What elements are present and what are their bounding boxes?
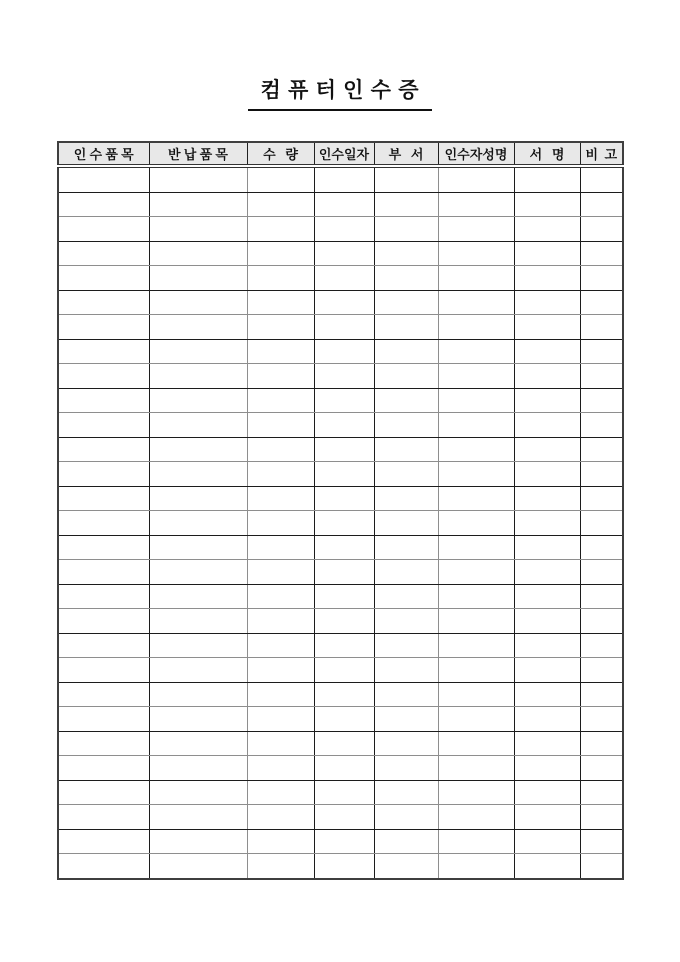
table-row bbox=[58, 315, 623, 340]
table-cell-signature bbox=[514, 633, 580, 658]
table-cell-department bbox=[374, 413, 438, 438]
table-cell-receipt-date bbox=[314, 266, 374, 291]
column-header-receipt-date: 인수일자 bbox=[314, 142, 374, 166]
table-cell-receipt-date bbox=[314, 609, 374, 634]
table-cell-quantity bbox=[247, 731, 314, 756]
table-cell-quantity bbox=[247, 364, 314, 389]
table-cell-return-item bbox=[149, 854, 247, 879]
table-cell-department bbox=[374, 633, 438, 658]
document-title: 컴 퓨 터 인 수 증 bbox=[248, 74, 433, 111]
table-cell-quantity bbox=[247, 560, 314, 585]
column-header-quantity: 수 량 bbox=[247, 142, 314, 166]
table-cell-quantity bbox=[247, 241, 314, 266]
table-cell-quantity bbox=[247, 388, 314, 413]
table-cell-signature bbox=[514, 166, 580, 192]
table-cell-recipient-name bbox=[438, 217, 514, 242]
table-cell-recipient-name bbox=[438, 780, 514, 805]
table-cell-recipient-name bbox=[438, 535, 514, 560]
table-cell-department bbox=[374, 658, 438, 683]
table-cell-department bbox=[374, 609, 438, 634]
table-cell-department bbox=[374, 388, 438, 413]
table-cell-quantity bbox=[247, 609, 314, 634]
table-cell-quantity bbox=[247, 682, 314, 707]
table-cell-signature bbox=[514, 731, 580, 756]
table-cell-remarks bbox=[580, 560, 623, 585]
table-cell-department bbox=[374, 486, 438, 511]
table-cell-remarks bbox=[580, 339, 623, 364]
table-cell-insu-item bbox=[58, 633, 149, 658]
table-cell-remarks bbox=[580, 486, 623, 511]
table-cell-return-item bbox=[149, 731, 247, 756]
table-cell-department bbox=[374, 266, 438, 291]
table-cell-remarks bbox=[580, 682, 623, 707]
table-cell-receipt-date bbox=[314, 315, 374, 340]
table-row bbox=[58, 437, 623, 462]
table-cell-quantity bbox=[247, 290, 314, 315]
table-cell-receipt-date bbox=[314, 413, 374, 438]
table-row bbox=[58, 266, 623, 291]
table-cell-quantity bbox=[247, 511, 314, 536]
table-cell-receipt-date bbox=[314, 805, 374, 830]
table-cell-return-item bbox=[149, 290, 247, 315]
table-cell-remarks bbox=[580, 829, 623, 854]
table-cell-insu-item bbox=[58, 241, 149, 266]
table-cell-signature bbox=[514, 707, 580, 732]
table-cell-return-item bbox=[149, 829, 247, 854]
table-cell-receipt-date bbox=[314, 339, 374, 364]
table-cell-quantity bbox=[247, 166, 314, 192]
table-cell-return-item bbox=[149, 584, 247, 609]
table-cell-remarks bbox=[580, 266, 623, 291]
table-row bbox=[58, 780, 623, 805]
table-cell-recipient-name bbox=[438, 364, 514, 389]
table-row bbox=[58, 854, 623, 879]
table-cell-signature bbox=[514, 780, 580, 805]
table-cell-remarks bbox=[580, 437, 623, 462]
table-cell-recipient-name bbox=[438, 486, 514, 511]
table-cell-signature bbox=[514, 511, 580, 536]
table-cell-signature bbox=[514, 364, 580, 389]
table-cell-recipient-name bbox=[438, 682, 514, 707]
table-cell-signature bbox=[514, 682, 580, 707]
table-row bbox=[58, 192, 623, 217]
table-cell-remarks bbox=[580, 731, 623, 756]
table-cell-return-item bbox=[149, 339, 247, 364]
table-cell-quantity bbox=[247, 829, 314, 854]
table-cell-insu-item bbox=[58, 462, 149, 487]
table-cell-return-item bbox=[149, 437, 247, 462]
table-cell-quantity bbox=[247, 780, 314, 805]
table-cell-remarks bbox=[580, 217, 623, 242]
table-cell-insu-item bbox=[58, 437, 149, 462]
table-cell-insu-item bbox=[58, 166, 149, 192]
table-cell-recipient-name bbox=[438, 437, 514, 462]
table-cell-department bbox=[374, 462, 438, 487]
table-cell-signature bbox=[514, 560, 580, 585]
table-cell-return-item bbox=[149, 241, 247, 266]
table-row bbox=[58, 364, 623, 389]
table-cell-insu-item bbox=[58, 658, 149, 683]
table-cell-recipient-name bbox=[438, 633, 514, 658]
table-cell-quantity bbox=[247, 805, 314, 830]
table-cell-return-item bbox=[149, 166, 247, 192]
table-cell-recipient-name bbox=[438, 241, 514, 266]
table-cell-department bbox=[374, 829, 438, 854]
table-cell-quantity bbox=[247, 486, 314, 511]
table-cell-receipt-date bbox=[314, 241, 374, 266]
table-cell-receipt-date bbox=[314, 707, 374, 732]
table-cell-return-item bbox=[149, 266, 247, 291]
table-cell-receipt-date bbox=[314, 829, 374, 854]
table-cell-return-item bbox=[149, 756, 247, 781]
table-row bbox=[58, 166, 623, 192]
table-cell-remarks bbox=[580, 609, 623, 634]
table-cell-remarks bbox=[580, 462, 623, 487]
table-cell-signature bbox=[514, 192, 580, 217]
table-cell-quantity bbox=[247, 315, 314, 340]
table-cell-insu-item bbox=[58, 609, 149, 634]
table-row bbox=[58, 462, 623, 487]
table-cell-quantity bbox=[247, 584, 314, 609]
table-cell-recipient-name bbox=[438, 462, 514, 487]
column-header-insu-item: 인 수 품 목 bbox=[58, 142, 149, 166]
table-cell-receipt-date bbox=[314, 560, 374, 585]
table-row bbox=[58, 805, 623, 830]
table-row bbox=[58, 241, 623, 266]
table-cell-return-item bbox=[149, 315, 247, 340]
table-cell-quantity bbox=[247, 192, 314, 217]
table-cell-quantity bbox=[247, 756, 314, 781]
table-cell-remarks bbox=[580, 315, 623, 340]
table-cell-receipt-date bbox=[314, 217, 374, 242]
table-cell-insu-item bbox=[58, 535, 149, 560]
table-cell-recipient-name bbox=[438, 829, 514, 854]
table-cell-receipt-date bbox=[314, 364, 374, 389]
table-row bbox=[58, 413, 623, 438]
table-cell-signature bbox=[514, 266, 580, 291]
table-cell-return-item bbox=[149, 707, 247, 732]
table-cell-insu-item bbox=[58, 805, 149, 830]
table-cell-return-item bbox=[149, 658, 247, 683]
table-cell-remarks bbox=[580, 511, 623, 536]
table-cell-receipt-date bbox=[314, 658, 374, 683]
table-cell-insu-item bbox=[58, 486, 149, 511]
table-cell-quantity bbox=[247, 535, 314, 560]
table-cell-insu-item bbox=[58, 266, 149, 291]
table-row bbox=[58, 829, 623, 854]
table-cell-insu-item bbox=[58, 584, 149, 609]
table-cell-insu-item bbox=[58, 388, 149, 413]
table-cell-signature bbox=[514, 413, 580, 438]
table-cell-signature bbox=[514, 756, 580, 781]
table-cell-department bbox=[374, 511, 438, 536]
table-row bbox=[58, 217, 623, 242]
table-cell-department bbox=[374, 854, 438, 879]
table-cell-recipient-name bbox=[438, 511, 514, 536]
table-cell-return-item bbox=[149, 609, 247, 634]
table-cell-remarks bbox=[580, 364, 623, 389]
table-row bbox=[58, 584, 623, 609]
table-cell-quantity bbox=[247, 854, 314, 879]
table-cell-department bbox=[374, 780, 438, 805]
table-cell-quantity bbox=[247, 266, 314, 291]
table-cell-recipient-name bbox=[438, 854, 514, 879]
table-cell-insu-item bbox=[58, 780, 149, 805]
table-cell-department bbox=[374, 192, 438, 217]
table-cell-remarks bbox=[580, 388, 623, 413]
table-cell-signature bbox=[514, 290, 580, 315]
table-cell-recipient-name bbox=[438, 315, 514, 340]
table-cell-return-item bbox=[149, 364, 247, 389]
table-cell-receipt-date bbox=[314, 535, 374, 560]
table-cell-return-item bbox=[149, 633, 247, 658]
table-cell-signature bbox=[514, 315, 580, 340]
table-cell-department bbox=[374, 682, 438, 707]
table-row bbox=[58, 560, 623, 585]
table-row bbox=[58, 535, 623, 560]
table-cell-department bbox=[374, 560, 438, 585]
table-cell-receipt-date bbox=[314, 731, 374, 756]
table-cell-signature bbox=[514, 535, 580, 560]
table-cell-receipt-date bbox=[314, 682, 374, 707]
table-cell-receipt-date bbox=[314, 437, 374, 462]
table-cell-return-item bbox=[149, 560, 247, 585]
table-cell-department bbox=[374, 315, 438, 340]
table-cell-department bbox=[374, 217, 438, 242]
column-header-signature: 서 명 bbox=[514, 142, 580, 166]
table-cell-signature bbox=[514, 241, 580, 266]
table-cell-insu-item bbox=[58, 192, 149, 217]
table-cell-receipt-date bbox=[314, 854, 374, 879]
table-cell-insu-item bbox=[58, 290, 149, 315]
table-cell-department bbox=[374, 535, 438, 560]
table-cell-signature bbox=[514, 388, 580, 413]
table-cell-remarks bbox=[580, 633, 623, 658]
table-cell-insu-item bbox=[58, 756, 149, 781]
table-cell-insu-item bbox=[58, 731, 149, 756]
table-cell-signature bbox=[514, 217, 580, 242]
table-cell-quantity bbox=[247, 437, 314, 462]
table-cell-department bbox=[374, 290, 438, 315]
table-cell-department bbox=[374, 437, 438, 462]
table-cell-signature bbox=[514, 609, 580, 634]
column-header-recipient-name: 인수자성명 bbox=[438, 142, 514, 166]
table-cell-recipient-name bbox=[438, 756, 514, 781]
table-cell-signature bbox=[514, 854, 580, 879]
table-cell-insu-item bbox=[58, 339, 149, 364]
table-cell-recipient-name bbox=[438, 658, 514, 683]
table-cell-remarks bbox=[580, 166, 623, 192]
table-cell-signature bbox=[514, 584, 580, 609]
table-row bbox=[58, 756, 623, 781]
table-cell-return-item bbox=[149, 780, 247, 805]
table-row bbox=[58, 682, 623, 707]
table-row bbox=[58, 339, 623, 364]
table-cell-insu-item bbox=[58, 560, 149, 585]
table-cell-signature bbox=[514, 437, 580, 462]
table-cell-quantity bbox=[247, 217, 314, 242]
table-cell-quantity bbox=[247, 707, 314, 732]
table-cell-quantity bbox=[247, 462, 314, 487]
table-cell-department bbox=[374, 339, 438, 364]
table-cell-recipient-name bbox=[438, 731, 514, 756]
table-cell-recipient-name bbox=[438, 266, 514, 291]
table-cell-return-item bbox=[149, 486, 247, 511]
table-cell-remarks bbox=[580, 756, 623, 781]
receipt-table-header bbox=[58, 142, 623, 166]
table-cell-department bbox=[374, 364, 438, 389]
table-cell-insu-item bbox=[58, 829, 149, 854]
table-cell-receipt-date bbox=[314, 486, 374, 511]
document-title-wrap bbox=[0, 74, 680, 111]
table-cell-signature bbox=[514, 486, 580, 511]
table-cell-receipt-date bbox=[314, 192, 374, 217]
table-cell-quantity bbox=[247, 413, 314, 438]
header-row bbox=[58, 142, 623, 166]
table-cell-quantity bbox=[247, 339, 314, 364]
table-cell-recipient-name bbox=[438, 192, 514, 217]
table-row bbox=[58, 609, 623, 634]
table-row bbox=[58, 511, 623, 536]
table-cell-signature bbox=[514, 658, 580, 683]
table-cell-receipt-date bbox=[314, 633, 374, 658]
table-cell-signature bbox=[514, 829, 580, 854]
table-cell-department bbox=[374, 731, 438, 756]
column-header-remarks: 비 고 bbox=[580, 142, 623, 166]
table-row bbox=[58, 290, 623, 315]
table-cell-remarks bbox=[580, 413, 623, 438]
table-cell-insu-item bbox=[58, 707, 149, 732]
table-cell-remarks bbox=[580, 241, 623, 266]
table-cell-recipient-name bbox=[438, 805, 514, 830]
table-cell-insu-item bbox=[58, 413, 149, 438]
table-cell-insu-item bbox=[58, 315, 149, 340]
table-cell-department bbox=[374, 241, 438, 266]
column-header-department: 부 서 bbox=[374, 142, 438, 166]
table-cell-recipient-name bbox=[438, 339, 514, 364]
table-cell-remarks bbox=[580, 535, 623, 560]
table-cell-remarks bbox=[580, 780, 623, 805]
table-cell-department bbox=[374, 805, 438, 830]
table-cell-recipient-name bbox=[438, 707, 514, 732]
table-cell-insu-item bbox=[58, 511, 149, 536]
table-row bbox=[58, 658, 623, 683]
table-cell-quantity bbox=[247, 658, 314, 683]
table-cell-department bbox=[374, 756, 438, 781]
receipt-table bbox=[57, 141, 624, 880]
table-row bbox=[58, 388, 623, 413]
table-cell-return-item bbox=[149, 682, 247, 707]
table-cell-recipient-name bbox=[438, 166, 514, 192]
table-cell-remarks bbox=[580, 707, 623, 732]
table-cell-remarks bbox=[580, 854, 623, 879]
table-cell-return-item bbox=[149, 192, 247, 217]
table-cell-department bbox=[374, 166, 438, 192]
table-cell-return-item bbox=[149, 217, 247, 242]
table-cell-insu-item bbox=[58, 364, 149, 389]
table-row bbox=[58, 633, 623, 658]
table-cell-department bbox=[374, 584, 438, 609]
table-cell-insu-item bbox=[58, 854, 149, 879]
table-cell-return-item bbox=[149, 805, 247, 830]
table-cell-receipt-date bbox=[314, 584, 374, 609]
table-cell-recipient-name bbox=[438, 609, 514, 634]
table-cell-recipient-name bbox=[438, 584, 514, 609]
table-cell-receipt-date bbox=[314, 780, 374, 805]
table-cell-recipient-name bbox=[438, 413, 514, 438]
table-cell-quantity bbox=[247, 633, 314, 658]
table-cell-receipt-date bbox=[314, 756, 374, 781]
table-cell-recipient-name bbox=[438, 560, 514, 585]
table-cell-return-item bbox=[149, 388, 247, 413]
table-cell-remarks bbox=[580, 584, 623, 609]
table-cell-remarks bbox=[580, 658, 623, 683]
table-row bbox=[58, 707, 623, 732]
table-cell-remarks bbox=[580, 805, 623, 830]
table-cell-recipient-name bbox=[438, 388, 514, 413]
table-row bbox=[58, 731, 623, 756]
table-cell-signature bbox=[514, 805, 580, 830]
table-row bbox=[58, 486, 623, 511]
table-cell-receipt-date bbox=[314, 388, 374, 413]
table-cell-insu-item bbox=[58, 682, 149, 707]
table-cell-signature bbox=[514, 339, 580, 364]
table-cell-department bbox=[374, 707, 438, 732]
table-cell-remarks bbox=[580, 290, 623, 315]
table-cell-return-item bbox=[149, 413, 247, 438]
table-cell-return-item bbox=[149, 511, 247, 536]
table-cell-return-item bbox=[149, 462, 247, 487]
table-cell-remarks bbox=[580, 192, 623, 217]
receipt-table-body bbox=[58, 166, 623, 879]
table-cell-recipient-name bbox=[438, 290, 514, 315]
table-cell-receipt-date bbox=[314, 511, 374, 536]
table-cell-receipt-date bbox=[314, 290, 374, 315]
table-cell-return-item bbox=[149, 535, 247, 560]
column-header-return-item: 반 납 품 목 bbox=[149, 142, 247, 166]
table-cell-receipt-date bbox=[314, 166, 374, 192]
table-cell-signature bbox=[514, 462, 580, 487]
table-cell-receipt-date bbox=[314, 462, 374, 487]
table-cell-insu-item bbox=[58, 217, 149, 242]
